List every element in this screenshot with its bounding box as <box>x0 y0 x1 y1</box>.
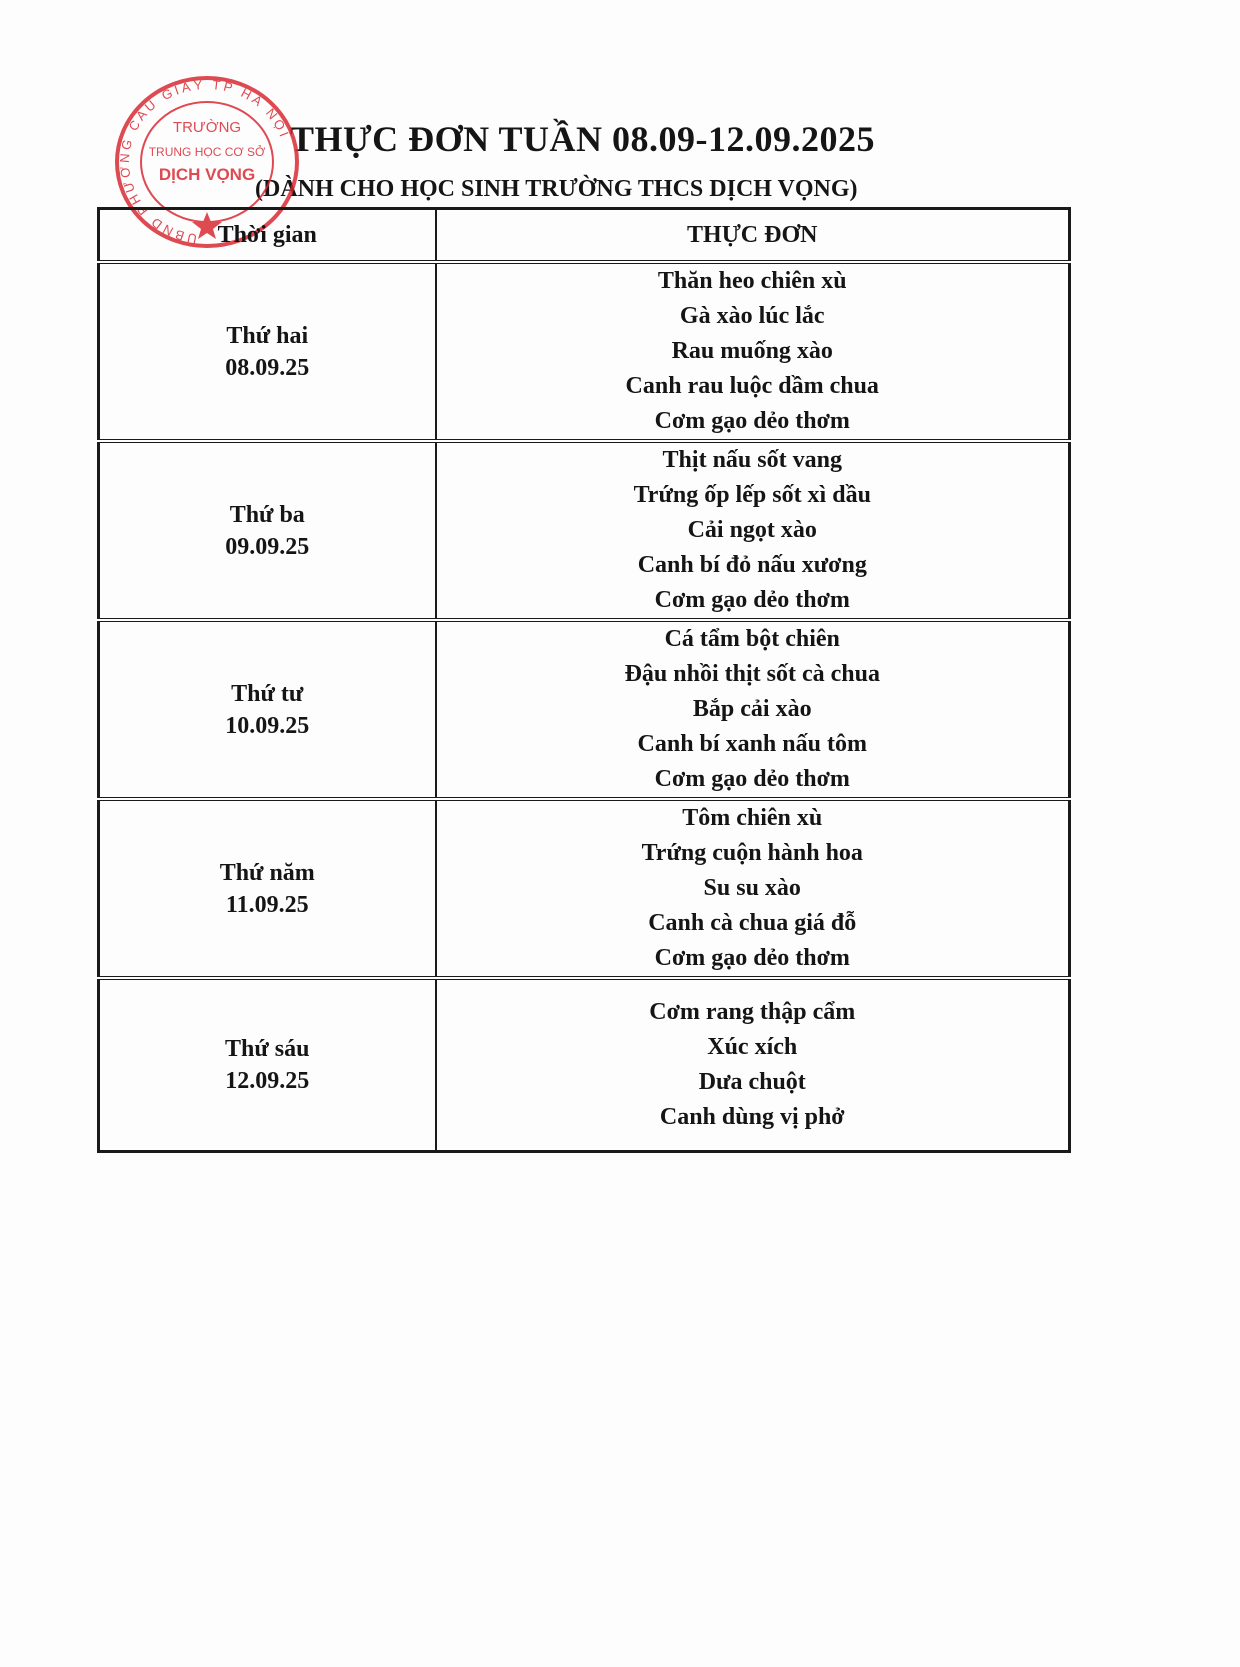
dish-item: Trứng ốp lếp sốt xì dầu <box>633 482 871 508</box>
dish-cell <box>436 262 1070 441</box>
day-cell <box>99 978 436 1152</box>
document-subtitle: (DÀNH CHO HỌC SINH TRƯỜNG THCS DỊCH VỌNG) <box>255 176 858 202</box>
dish-item: Thăn heo chiên xù <box>657 268 847 294</box>
day-cell <box>99 799 436 978</box>
dish-item: Rau muống xào <box>671 338 833 364</box>
dish-item: Thịt nấu sốt vang <box>662 447 842 473</box>
stamp-line3: DỊCH VỌNG <box>158 165 256 184</box>
table-header-row <box>99 209 1070 263</box>
dish-item: Gà xào lúc lắc <box>679 303 825 329</box>
dish-item: Canh rau luộc dầm chua <box>625 373 879 399</box>
dish-item: Canh dùng vị phở <box>659 1104 845 1130</box>
day-date: 12.09.25 <box>225 1068 310 1094</box>
dish-item: Cơm rang thập cẩm <box>649 999 856 1025</box>
dish-cell <box>436 978 1070 1152</box>
day-date: 10.09.25 <box>225 712 310 739</box>
dish-item: Trứng cuộn hành hoa <box>641 840 863 866</box>
dish-item: Xúc xích <box>707 1034 798 1060</box>
dish-cell <box>436 799 1070 978</box>
table-row <box>99 441 1070 620</box>
stamp-line1: TRƯỜNG <box>172 119 242 136</box>
dish-item: Canh bí đỏ nấu xương <box>637 552 867 578</box>
dish-item: Đậu nhồi thịt sốt cà chua <box>624 661 880 687</box>
header-time: Thời gian <box>99 209 436 263</box>
dish-item: Cá tẩm bột chiên <box>664 626 840 652</box>
day-name: Thứ hai <box>226 322 309 349</box>
day-cell <box>99 441 436 620</box>
dish-item: Bắp cải xào <box>692 696 812 722</box>
day-name: Thứ sáu <box>225 1036 310 1062</box>
table-row <box>99 262 1070 441</box>
day-name: Thứ năm <box>219 859 315 886</box>
dish-item: Su su xào <box>703 875 801 901</box>
document-title: THỰC ĐƠN TUẦN 08.09-12.09.2025 <box>290 119 876 159</box>
day-date: 11.09.25 <box>225 891 309 918</box>
table-row <box>99 978 1070 1152</box>
dish-item: Cải ngọt xào <box>687 517 817 543</box>
table-row <box>99 799 1070 978</box>
dish-item: Cơm gạo dẻo thơm <box>654 945 850 971</box>
header-menu: THỰC ĐƠN <box>436 209 1070 263</box>
day-date: 09.09.25 <box>225 533 310 560</box>
dish-item: Tôm chiên xù <box>682 805 823 831</box>
dish-item: Cơm gạo dẻo thơm <box>654 766 850 792</box>
day-cell <box>99 620 436 799</box>
day-name: Thứ ba <box>229 501 305 528</box>
day-cell <box>99 262 436 441</box>
dish-item: Canh cà chua giá đỗ <box>648 910 857 936</box>
menu-table <box>97 207 1071 1153</box>
dish-cell <box>436 620 1070 799</box>
stamp-line2: TRUNG HỌC CƠ SỞ <box>148 145 266 159</box>
table-row <box>99 620 1070 799</box>
dish-item: Cơm gạo dẻo thơm <box>654 408 850 434</box>
day-name: Thứ tư <box>231 680 304 707</box>
dish-item: Dưa chuột <box>698 1069 806 1095</box>
stamp-ring-text: UBND PHƯỜNG CẦU GIẤY TP HÀ NỘI <box>116 76 293 247</box>
dish-cell <box>436 441 1070 620</box>
day-date: 08.09.25 <box>225 354 310 381</box>
dish-item: Canh bí xanh nấu tôm <box>637 731 867 757</box>
dish-item: Cơm gạo dẻo thơm <box>654 587 850 613</box>
